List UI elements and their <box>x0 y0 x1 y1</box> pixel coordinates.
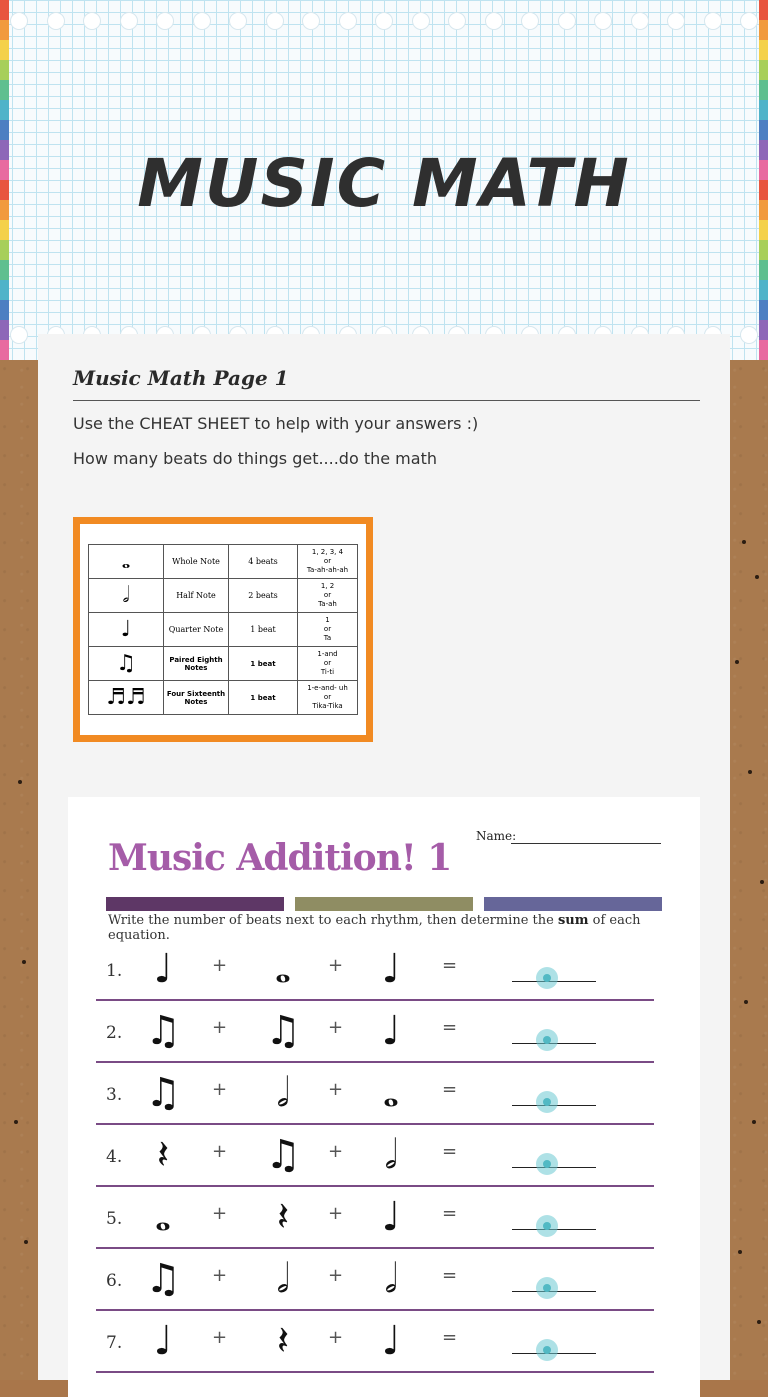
rhythm-symbol-a: ♫ <box>145 1070 181 1116</box>
equation-number: 6. <box>106 1271 123 1291</box>
count-text: Ta <box>323 634 332 642</box>
speck <box>755 575 759 579</box>
site-title: MUSIC MATH <box>137 145 631 222</box>
rhythm-symbol-a: ♫ <box>145 1008 181 1054</box>
cheat-cell-count <box>298 613 358 647</box>
cheat-sheet-row <box>89 613 358 647</box>
cheat-cell-symbol: 𝅝 <box>89 545 164 579</box>
rhythm-symbol-a: ♩ <box>153 1318 173 1364</box>
answer-input-hotspot[interactable] <box>536 967 558 989</box>
plus-sign: + <box>212 1265 228 1286</box>
equation-number: 7. <box>106 1333 123 1353</box>
equals-sign: = <box>442 955 458 976</box>
cheat-cell-name: Paired Eighth Notes <box>164 647 229 681</box>
rhythm-symbol-b: 𝅝 <box>275 946 291 992</box>
rhythm-symbol-c: ♩ <box>381 946 401 992</box>
cheat-cell-symbol: ♫ <box>89 647 164 681</box>
cheat-cell-count <box>298 647 358 681</box>
answer-input-hotspot[interactable] <box>536 1339 558 1361</box>
rhythm-symbol-b: 𝅗𝅥 <box>276 1070 290 1116</box>
plus-sign: + <box>328 1017 344 1038</box>
answer-input-hotspot[interactable] <box>536 1277 558 1299</box>
rhythm-symbol-c: ♩ <box>381 1194 401 1240</box>
header-banner <box>0 0 768 360</box>
plus-sign: + <box>212 1203 228 1224</box>
heading-divider <box>73 400 700 401</box>
speck <box>24 1240 28 1244</box>
equation-number: 3. <box>106 1085 123 1105</box>
count-text: or <box>323 659 332 667</box>
cheat-cell-count <box>298 579 358 613</box>
cheat-cell-symbol: 𝅗𝅥 <box>89 579 164 613</box>
cheat-cell-symbol: ♬♬ <box>89 681 164 715</box>
instruction-text-2: How many beats do things get....do the math <box>73 449 437 468</box>
speck <box>22 960 26 964</box>
plus-sign: + <box>328 955 344 976</box>
cheat-cell-symbol: ♩ <box>89 613 164 647</box>
answer-input-hotspot[interactable] <box>536 1153 558 1175</box>
rhythm-symbol-c: 𝅝 <box>383 1070 399 1116</box>
speck <box>752 1120 756 1124</box>
notebook-holes-top <box>10 12 758 30</box>
answer-input-hotspot[interactable] <box>536 1029 558 1051</box>
count-text: Tika-Tika <box>312 702 343 710</box>
count-text: Ta-ah <box>318 600 337 608</box>
equation-row <box>96 1001 654 1063</box>
plus-sign: + <box>212 1017 228 1038</box>
equals-sign: = <box>442 1203 458 1224</box>
equation-row <box>96 1249 654 1311</box>
cheat-sheet-row <box>89 545 358 579</box>
count-text: Ta-ah-ah-ah <box>306 566 349 574</box>
cheat-sheet-row <box>89 647 358 681</box>
count-text: 1-e-and- uh <box>307 684 348 692</box>
plus-sign: + <box>328 1327 344 1348</box>
plus-sign: + <box>328 1141 344 1162</box>
speck <box>742 540 746 544</box>
cheat-sheet-row <box>89 579 358 613</box>
cheat-cell-beats: 1 beat <box>229 613 298 647</box>
count-text: 1, 2, 3, 4 <box>311 548 344 556</box>
worksheet-title: Music Addition! 1 <box>108 837 452 879</box>
plus-sign: + <box>328 1203 344 1224</box>
content-card <box>38 334 730 1380</box>
rhythm-symbol-a: 𝅝 <box>155 1194 171 1240</box>
rhythm-symbol-c: 𝅗𝅥 <box>384 1132 398 1178</box>
count-text: Ti-ti <box>320 668 335 676</box>
name-label: Name: <box>476 829 517 843</box>
worksheet-image <box>68 797 700 1397</box>
equation-row <box>96 1311 654 1373</box>
cheat-cell-name: Four Sixteenth Notes <box>164 681 229 715</box>
equation-number: 2. <box>106 1023 123 1043</box>
worksheet-instructions: Write the number of beats next to each rhythm, then determine the sum of each equation. <box>108 913 641 943</box>
equals-sign: = <box>442 1017 458 1038</box>
cheat-sheet-image <box>73 517 373 742</box>
equation-row <box>96 1125 654 1187</box>
plus-sign: + <box>212 1141 228 1162</box>
count-text: or <box>323 557 332 565</box>
cheat-cell-count <box>298 545 358 579</box>
color-bar-blue <box>484 897 662 911</box>
plus-sign: + <box>212 955 228 976</box>
row-underline <box>96 1371 654 1373</box>
rhythm-symbol-b: 𝄽 <box>276 1194 290 1240</box>
equation-row <box>96 1063 654 1125</box>
count-text: or <box>323 693 332 701</box>
speck <box>744 1000 748 1004</box>
cheat-cell-beats: 4 beats <box>229 545 298 579</box>
page-heading: Music Math Page 1 <box>73 366 289 390</box>
answer-input-hotspot[interactable] <box>536 1091 558 1113</box>
cheat-cell-name: Whole Note <box>164 545 229 579</box>
count-text: 1, 2 <box>320 582 335 590</box>
plus-sign: + <box>212 1327 228 1348</box>
rhythm-symbol-b: 𝄽 <box>276 1318 290 1364</box>
color-bar-purple <box>106 897 284 911</box>
cheat-cell-beats: 1 beat <box>229 647 298 681</box>
plus-sign: + <box>328 1265 344 1286</box>
equation-number: 5. <box>106 1209 123 1229</box>
rhythm-symbol-c: 𝅗𝅥 <box>384 1256 398 1302</box>
count-text: 1 <box>325 616 330 624</box>
equals-sign: = <box>442 1079 458 1100</box>
count-text: 1-and <box>317 650 338 658</box>
equation-row <box>96 1187 654 1249</box>
speck <box>18 780 22 784</box>
rhythm-symbol-b: ♫ <box>265 1132 301 1178</box>
cheat-sheet-row <box>89 681 358 715</box>
cheat-cell-name: Half Note <box>164 579 229 613</box>
cheat-cell-beats: 1 beat <box>229 681 298 715</box>
equation-row <box>96 939 654 1001</box>
cheat-sheet-table <box>88 544 358 715</box>
equation-number: 4. <box>106 1147 123 1167</box>
color-bar-olive <box>295 897 473 911</box>
cheat-cell-count <box>298 681 358 715</box>
speck <box>748 770 752 774</box>
rhythm-symbol-c: ♩ <box>381 1318 401 1364</box>
answer-input-hotspot[interactable] <box>536 1215 558 1237</box>
speck <box>735 660 739 664</box>
speck <box>757 1320 761 1324</box>
rhythm-symbol-c: ♩ <box>381 1008 401 1054</box>
count-text: or <box>323 591 332 599</box>
rhythm-symbol-a: ♩ <box>153 946 173 992</box>
rhythm-symbol-a: 𝄽 <box>156 1132 170 1178</box>
equals-sign: = <box>442 1265 458 1286</box>
instruction-text-1: Use the CHEAT SHEET to help with your answers :) <box>73 414 479 433</box>
equation-number: 1. <box>106 961 123 981</box>
cheat-cell-name: Quarter Note <box>164 613 229 647</box>
rhythm-symbol-b: ♫ <box>265 1008 301 1054</box>
plus-sign: + <box>212 1079 228 1100</box>
plus-sign: + <box>328 1079 344 1100</box>
rhythm-symbol-a: ♫ <box>145 1256 181 1302</box>
speck <box>760 880 764 884</box>
name-line <box>511 843 661 844</box>
count-text: or <box>323 625 332 633</box>
rhythm-symbol-b: 𝅗𝅥 <box>276 1256 290 1302</box>
speck <box>14 1120 18 1124</box>
equals-sign: = <box>442 1327 458 1348</box>
speck <box>738 1250 742 1254</box>
cheat-cell-beats: 2 beats <box>229 579 298 613</box>
equals-sign: = <box>442 1141 458 1162</box>
